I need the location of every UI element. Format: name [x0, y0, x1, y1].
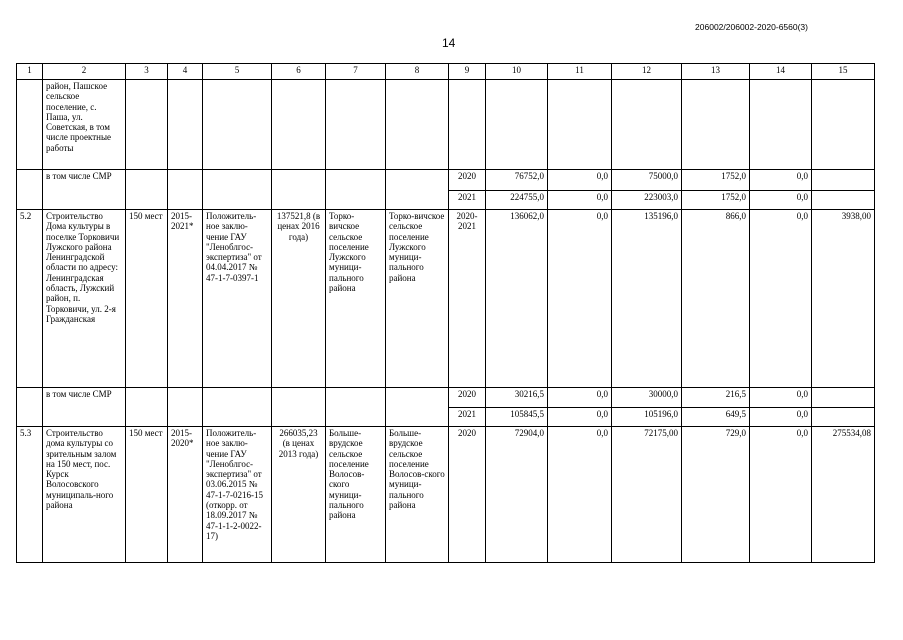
table-cell: 0,0 — [548, 170, 612, 191]
table-cell — [203, 170, 272, 210]
table-row — [17, 170, 875, 191]
table-cell: 0,0 — [548, 210, 612, 388]
table-cell — [203, 388, 272, 427]
table-cell — [386, 80, 449, 170]
table-cell — [548, 80, 612, 170]
table-cell: 866,0 — [682, 210, 750, 388]
table-cell — [272, 80, 326, 170]
table-cell — [682, 80, 750, 170]
column-header: 12 — [612, 64, 682, 80]
table-cell: 30216,5 — [486, 388, 548, 408]
table-cell: 150 мест — [126, 210, 168, 388]
table-cell — [750, 80, 812, 170]
column-header: 2 — [43, 64, 126, 80]
table-cell: 105845,5 — [486, 408, 548, 427]
table-cell: 275534,08 — [812, 427, 875, 563]
table-cell — [168, 170, 203, 210]
table-cell: 0,0 — [750, 210, 812, 388]
column-header: 14 — [750, 64, 812, 80]
table-cell: 3938,00 — [812, 210, 875, 388]
table-cell: 0,0 — [548, 191, 612, 210]
column-header: 8 — [386, 64, 449, 80]
table-cell: 216,5 — [682, 388, 750, 408]
table-cell: 75000,0 — [612, 170, 682, 191]
column-header: 11 — [548, 64, 612, 80]
table-cell — [612, 80, 682, 170]
table-cell — [17, 80, 43, 170]
table-cell: 2020 — [449, 427, 486, 563]
table-cell — [272, 388, 326, 427]
column-header: 13 — [682, 64, 750, 80]
table-cell: 72175,00 — [612, 427, 682, 563]
table-cell: 1752,0 — [682, 170, 750, 191]
table-cell: Строительство Дома культуры в поселке Торковичи Лужского района Ленинградской области по адресу: Ленинградская область, Лужский район, п. Торковичи, ул. 2-я Гражданская — [43, 210, 126, 388]
table-cell: 2020 — [449, 170, 486, 191]
table-cell: 2015-2021* — [168, 210, 203, 388]
table-cell: Положитель-ное заклю-чение ГАУ "Леноблгос-экспертиза" от 03.06.2015 № 47-1-7-0216-15 (откорр. от 18.09.2017 № 47-1-1-2-0022-17) — [203, 427, 272, 563]
table-cell: 0,0 — [750, 388, 812, 408]
table-cell: в том числе СМР — [43, 170, 126, 210]
table-cell: Строительство дома культуры со зрительным залом на 150 мест, пос. Курск Волосовского муниципаль-ного района — [43, 427, 126, 563]
table-cell — [812, 408, 875, 427]
table-cell: Положитель-ное заклю-чение ГАУ "Леноблгос-экспертиза" от 04.04.2017 № 47-1-7-0397-1 — [203, 210, 272, 388]
table-cell — [168, 388, 203, 427]
table-cell: 76752,0 — [486, 170, 548, 191]
table-cell — [126, 80, 168, 170]
column-header: 1 — [17, 64, 43, 80]
table-cell: 135196,0 — [612, 210, 682, 388]
table-cell — [326, 170, 386, 210]
table-cell — [326, 80, 386, 170]
table-cell: 266035,23 (в ценах 2013 года) — [272, 427, 326, 563]
table-cell: Торко-вичское сельское поселение Лужского муници-пального района — [386, 210, 449, 388]
column-header: 4 — [168, 64, 203, 80]
column-header: 10 — [486, 64, 548, 80]
column-header: 15 — [812, 64, 875, 80]
table-cell: 649,5 — [682, 408, 750, 427]
table-cell: 2015-2020* — [168, 427, 203, 563]
table-cell — [812, 170, 875, 191]
table-cell — [812, 80, 875, 170]
table-cell: 105196,0 — [612, 408, 682, 427]
table-cell: Торко-вичское сельское поселение Лужского муници-пального района — [326, 210, 386, 388]
table-cell: район, Пашское сельское поселение, с. Паша, ул. Советская, в том числе проектные работы — [43, 80, 126, 170]
table-cell — [812, 388, 875, 408]
column-header: 6 — [272, 64, 326, 80]
table-cell: 2021 — [449, 191, 486, 210]
document-number: 206002/206002-2020-6560(3) — [695, 22, 808, 32]
row-number: 5.2 — [17, 210, 43, 388]
data-table — [16, 63, 875, 563]
page-number: 14 — [442, 36, 456, 50]
table-cell: 72904,0 — [486, 427, 548, 563]
table-cell: 0,0 — [548, 408, 612, 427]
table-cell — [17, 170, 43, 210]
table-cell: 0,0 — [548, 427, 612, 563]
table-cell — [203, 80, 272, 170]
table-cell: 30000,0 — [612, 388, 682, 408]
table-cell: 150 мест — [126, 427, 168, 563]
table-cell: 1752,0 — [682, 191, 750, 210]
table-row — [17, 427, 875, 563]
table-cell — [386, 388, 449, 427]
table-row — [17, 388, 875, 408]
table-cell — [126, 388, 168, 427]
table-row — [17, 80, 875, 170]
table-cell — [126, 170, 168, 210]
table-cell — [386, 170, 449, 210]
table-cell — [168, 80, 203, 170]
table-cell — [486, 80, 548, 170]
table-cell: 0,0 — [548, 388, 612, 408]
table-cell: 136062,0 — [486, 210, 548, 388]
table-cell: 729,0 — [682, 427, 750, 563]
table-cell: 0,0 — [750, 170, 812, 191]
column-number-row — [17, 64, 875, 80]
column-header: 9 — [449, 64, 486, 80]
table-cell — [17, 388, 43, 427]
table-cell: 2021 — [449, 408, 486, 427]
table-cell — [326, 388, 386, 427]
table-cell: в том числе СМР — [43, 388, 126, 427]
table-cell — [812, 191, 875, 210]
table-cell — [449, 80, 486, 170]
table-cell: 2020 — [449, 388, 486, 408]
column-header: 5 — [203, 64, 272, 80]
table-cell: Больше-врудское сельское поселение Волосов-ского муници-пального района — [326, 427, 386, 563]
table-cell: 0,0 — [750, 427, 812, 563]
table-cell: 2020-2021 — [449, 210, 486, 388]
table-cell: 223003,0 — [612, 191, 682, 210]
table-cell: 0,0 — [750, 408, 812, 427]
table-cell: 0,0 — [750, 191, 812, 210]
column-header: 7 — [326, 64, 386, 80]
column-header: 3 — [126, 64, 168, 80]
table-cell — [272, 170, 326, 210]
table-cell: 137521,8 (в ценах 2016 года) — [272, 210, 326, 388]
table-row — [17, 210, 875, 388]
row-number: 5.3 — [17, 427, 43, 563]
table-cell: 224755,0 — [486, 191, 548, 210]
table-cell: Больше-врудское сельское поселение Волосов-ского муници-пального района — [386, 427, 449, 563]
